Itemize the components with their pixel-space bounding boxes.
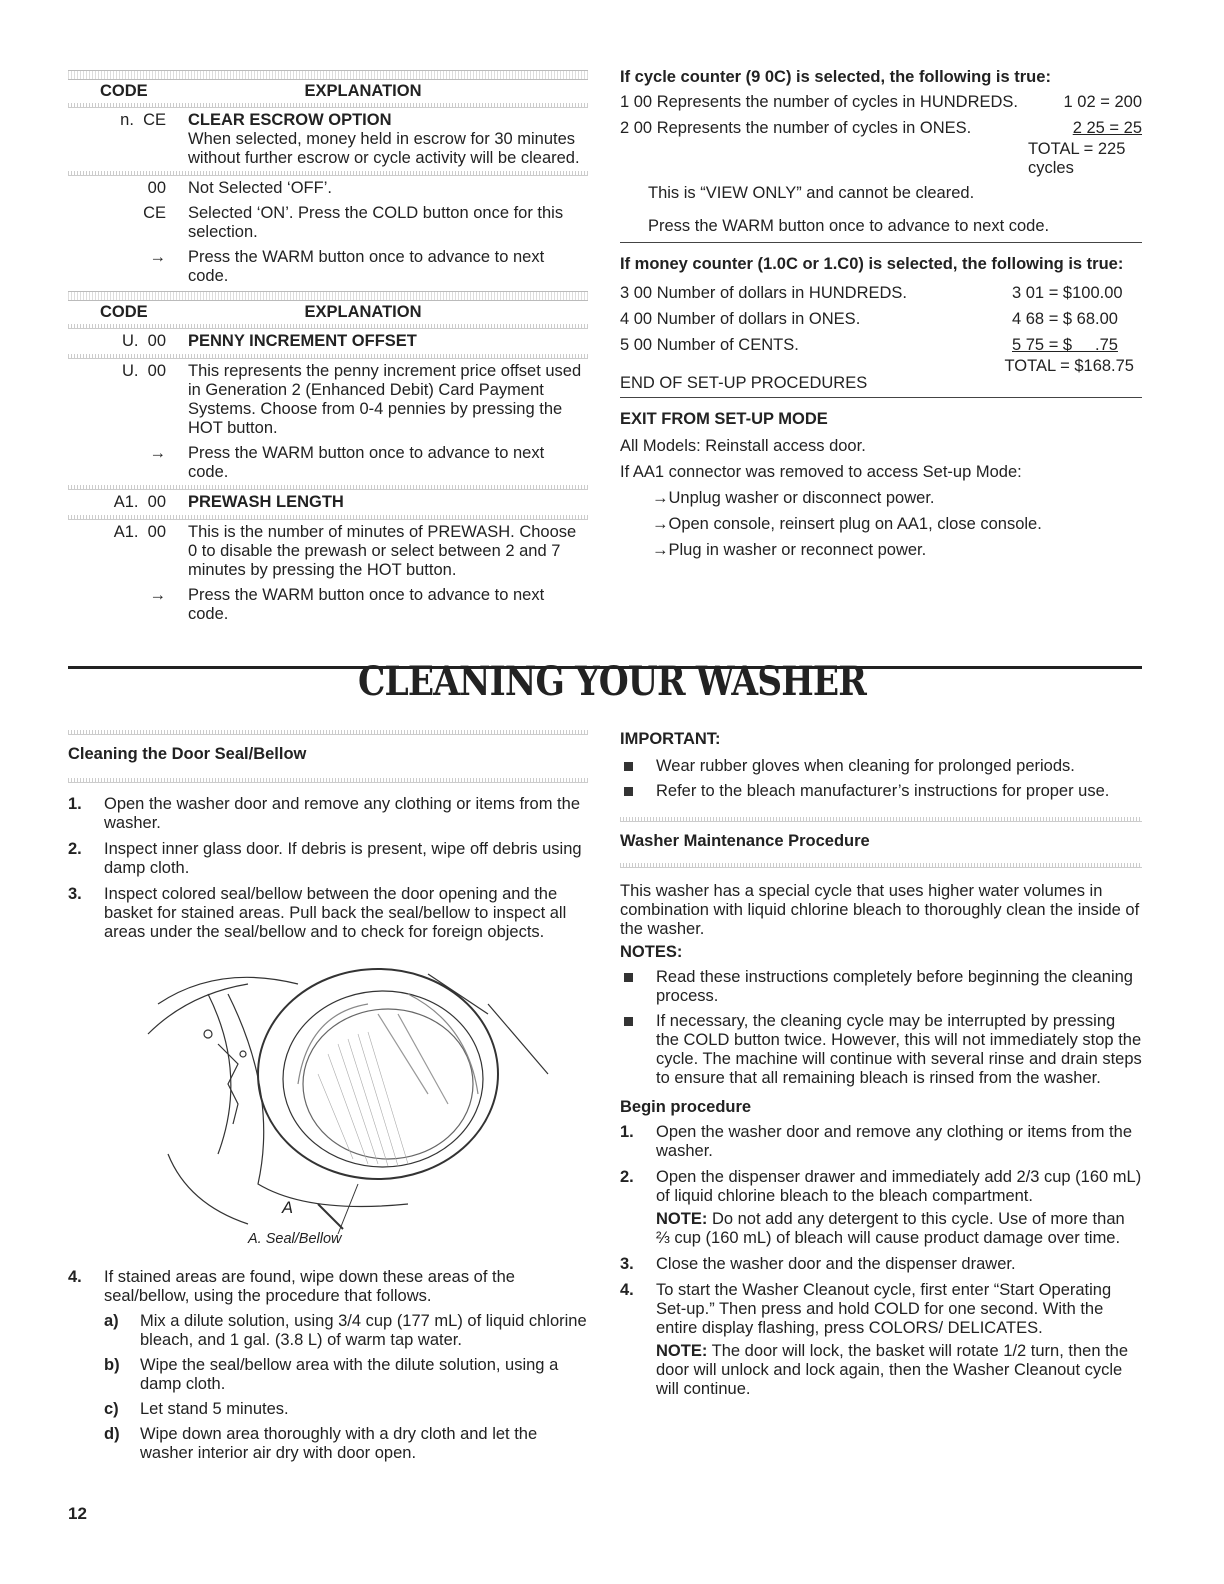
exit-step: →Plug in washer or reconnect power.	[652, 541, 927, 559]
code-cell: CE	[143, 204, 166, 222]
list-item	[620, 968, 1142, 1006]
money-counter-heading: If money counter (1.0C or 1.C0) is selected, the following is true:	[620, 255, 1124, 273]
exit-line-1: All Models: Reinstall access door.	[620, 437, 866, 455]
divider	[620, 397, 1142, 398]
money-line	[620, 310, 1142, 329]
section-title: CLEANING YOUR WASHER	[358, 658, 866, 705]
seal-illustration	[68, 954, 588, 1254]
end-setup: END OF SET-UP PROCEDURES	[620, 374, 868, 392]
arrow-icon: →	[149, 444, 166, 462]
view-only-note: This is “VIEW ONLY” and cannot be cleared.	[648, 184, 975, 202]
code-cell: 00	[147, 179, 166, 197]
list-item	[620, 757, 1142, 776]
bullet-icon	[624, 973, 633, 982]
door-seal-heading: Cleaning the Door Seal/Bellow	[68, 745, 307, 763]
divider	[620, 863, 1142, 868]
code-cell: A1. 00	[113, 523, 166, 541]
exit-step: →Unplug washer or disconnect power.	[652, 489, 935, 507]
table-row	[68, 520, 588, 583]
explanation-cell: This is the number of minutes of PREWASH. Choose 0 to disable the prewash or select between 2 and 7 minutes by pressing the HOT button.	[188, 523, 577, 579]
step-text: If stained areas are found, wipe down these areas of the seal/bellow, using the procedure that follows.	[104, 1268, 515, 1305]
counter-total: TOTAL = 225	[1028, 140, 1126, 158]
sub-step	[104, 1356, 588, 1394]
door-seal-step-4	[68, 1268, 588, 1306]
step-text: Inspect inner glass door. If debris is present, wipe off debris using damp cloth.	[104, 840, 582, 877]
bullet-text: Refer to the bleach manufacturer’s instructions for proper use.	[656, 782, 1110, 800]
money-total: TOTAL = $168.75	[1004, 357, 1134, 375]
header-explanation: EXPLANATION	[304, 303, 422, 321]
list-item	[68, 1268, 588, 1306]
money-line	[620, 284, 1142, 303]
divider	[620, 242, 1142, 243]
step-number: 4.	[68, 1268, 82, 1286]
list-item	[68, 885, 588, 942]
important-heading: IMPORTANT:	[620, 730, 721, 748]
list-item	[620, 782, 1142, 801]
figure-label: A	[282, 1199, 294, 1217]
step-number: 2.	[68, 840, 82, 858]
begin-procedure-heading: Begin procedure	[620, 1098, 752, 1116]
list-item	[620, 1012, 1142, 1088]
step-text: Open the washer door and remove any clothing or items from the washer.	[656, 1123, 1132, 1160]
bullet-icon	[624, 787, 633, 796]
table-rule	[68, 291, 588, 301]
notes-heading: NOTES:	[620, 943, 683, 961]
bullet-text: Wear rubber gloves when cleaning for prolonged periods.	[656, 757, 1075, 775]
step-number: 2.	[620, 1168, 634, 1186]
note-block	[656, 1210, 1142, 1248]
note-label: NOTE:	[656, 1342, 708, 1360]
bullet-text: If necessary, the cleaning cycle may be interrupted by pressing the COLD button twice. However, this will not immediately stop the cycle. The machine will continue with several rinse and drain steps to ensure that all remaining bleach is rinsed from the washer.	[656, 1012, 1142, 1087]
counter-line	[620, 93, 1142, 112]
sub-step-text: Wipe the seal/bellow area with the dilute solution, using a damp cloth.	[140, 1356, 559, 1393]
money-line	[620, 336, 1142, 355]
arrow-icon: →	[149, 586, 166, 604]
money-label: 3 00 Number of dollars in HUNDREDS.	[620, 284, 908, 302]
table-row	[68, 108, 588, 171]
sub-step-text: Mix a dilute solution, using 3/4 cup (177 mL) of liquid chlorine bleach, and 1 gal. (3.8 L) of warm tap water.	[140, 1312, 587, 1349]
header-explanation: EXPLANATION	[304, 82, 422, 100]
list-item	[620, 1255, 1142, 1274]
exit-step: →Open console, reinsert plug on AA1, close console.	[652, 515, 1042, 533]
sub-step	[104, 1312, 588, 1350]
divider	[68, 778, 588, 783]
maintenance-section	[620, 730, 1142, 1406]
money-label: 4 00 Number of dollars in ONES.	[620, 310, 861, 328]
counter-section	[620, 68, 1142, 567]
list-item	[620, 1281, 1142, 1338]
bullet-text: Read these instructions completely before beginning the cleaning process.	[656, 968, 1133, 1005]
option-title: PREWASH LENGTH	[188, 493, 344, 511]
table-rule	[68, 70, 588, 80]
table-row	[68, 176, 588, 201]
exit-line-2: If AA1 connector was removed to access Set-up Mode:	[620, 463, 1022, 481]
table-header	[68, 80, 588, 103]
explanation-cell	[188, 111, 588, 168]
step-number: 1.	[620, 1123, 634, 1141]
money-value: 3 01 = $100.00	[1012, 284, 1123, 302]
exit-heading: EXIT FROM SET-UP MODE	[620, 410, 828, 428]
figure-caption: A. Seal/Bellow	[248, 1231, 342, 1247]
list-item	[68, 795, 588, 833]
sub-step-text: Wipe down area thoroughly with a dry cloth and let the washer interior air dry with door open.	[140, 1425, 538, 1462]
sub-step-letter: d)	[104, 1425, 120, 1443]
table-row	[68, 583, 588, 627]
step-number: 3.	[620, 1255, 634, 1273]
header-code: CODE	[100, 303, 148, 321]
note-block	[656, 1342, 1142, 1399]
counter-line	[620, 119, 1142, 138]
list-item	[620, 1123, 1142, 1161]
step-text: Open the washer door and remove any clothing or items from the washer.	[104, 795, 580, 832]
step-number: 4.	[620, 1281, 634, 1299]
procedure-steps	[620, 1255, 1142, 1338]
code-cell: A1. 00	[113, 493, 166, 511]
table-row	[68, 201, 588, 245]
explanation-cell: This represents the penny increment price offset used in Generation 2 (Enhanced Debit) Card Payment Systems. Choose from 0-4 pennies by pressing the HOT button.	[188, 362, 582, 437]
bullet-icon	[624, 762, 633, 771]
step-text: Inspect colored seal/bellow between the door opening and the basket for stained areas. Pull back the seal/bellow to inspect all areas under the seal/bellow and to check for foreign objects.	[104, 885, 567, 941]
money-label: 5 00 Number of CENTS.	[620, 336, 799, 354]
sub-step-text: Let stand 5 minutes.	[140, 1400, 289, 1418]
explanation-cell: Press the WARM button once to advance to next code.	[188, 586, 545, 623]
explanation-cell: Not Selected ‘OFF’.	[188, 179, 332, 197]
table-row	[68, 441, 588, 485]
maintenance-intro: This washer has a special cycle that uses higher water volumes in combination with liquid chlorine bleach to thoroughly clean the inside of the washer.	[620, 882, 1140, 938]
cycle-counter-heading: If cycle counter (9 0C) is selected, the following is true:	[620, 68, 1051, 86]
divider	[620, 817, 1142, 822]
step-number: 3.	[68, 885, 82, 903]
counter-total-unit: cycles	[1028, 159, 1074, 177]
note-label: NOTE:	[656, 1210, 708, 1228]
door-seal-steps	[68, 795, 588, 942]
money-value: 5 75 = $ .75	[1012, 336, 1118, 354]
sub-step-letter: a)	[104, 1312, 119, 1330]
page-number: 12	[68, 1504, 87, 1523]
step-number: 1.	[68, 795, 82, 813]
counter-label: 1 00 Represents the number of cycles in HUNDREDS.	[620, 93, 1018, 111]
code-cell: U. 00	[121, 332, 166, 350]
procedure-steps	[620, 1123, 1142, 1206]
sub-step	[104, 1400, 588, 1419]
code-table-1	[68, 70, 588, 627]
list-item	[68, 840, 588, 878]
step-text: Open the dispenser drawer and immediately add 2/3 cup (160 mL) of liquid chlorine bleach to the bleach compartment.	[656, 1168, 1142, 1205]
option-title: CLEAR ESCROW OPTION	[188, 111, 392, 129]
step-text: To start the Washer Cleanout cycle, first enter “Start Operating Set-up.” Then press and hold COLD for one second. With the entire display flashing, press COLORS/ DELICATES.	[656, 1281, 1112, 1337]
sub-step-letter: c)	[104, 1400, 119, 1418]
option-title: PENNY INCREMENT OFFSET	[188, 332, 417, 350]
counter-value: 1 02 = 200	[1063, 93, 1142, 111]
table-row	[68, 359, 588, 441]
table-row	[68, 490, 588, 515]
advance-note: Press the WARM button once to advance to next code.	[648, 217, 1050, 235]
note-text: The door will lock, the basket will rotate 1/2 turn, then the door will unlock and lock again, then the Washer Cleanout cycle will continue.	[656, 1342, 1129, 1398]
code-cell: U. 00	[121, 362, 166, 380]
note-text: Do not add any detergent to this cycle. Use of more than ⅔ cup (160 mL) of bleach will cause product damage over time.	[656, 1210, 1125, 1247]
counter-value: 2 25 = 25	[1072, 119, 1142, 137]
table-row	[68, 245, 588, 289]
door-seal-section	[68, 730, 588, 1469]
divider	[68, 730, 588, 735]
code-cell: n. CE	[120, 111, 166, 129]
washer-door-illustration	[68, 954, 588, 1254]
sub-step	[104, 1425, 588, 1463]
arrow-icon: →	[149, 248, 166, 266]
header-code: CODE	[100, 82, 148, 100]
table-row	[68, 329, 588, 354]
option-text: When selected, money held in escrow for 30 minutes without further escrow or cycle activity will be cleared.	[188, 130, 580, 167]
counter-total-block	[620, 140, 1142, 178]
sub-step-letter: b)	[104, 1356, 120, 1374]
counter-label: 2 00 Represents the number of cycles in ONES.	[620, 119, 972, 137]
table-header	[68, 301, 588, 324]
bullet-icon	[624, 1017, 633, 1026]
maintenance-heading: Washer Maintenance Procedure	[620, 832, 870, 850]
explanation-cell: Press the WARM button once to advance to next code.	[188, 444, 545, 481]
explanation-cell: Selected ‘ON’. Press the COLD button once for this selection.	[188, 204, 564, 241]
list-item	[620, 1168, 1142, 1206]
explanation-cell: Press the WARM button once to advance to next code.	[188, 248, 545, 285]
step-text: Close the washer door and the dispenser drawer.	[656, 1255, 1016, 1273]
money-value: 4 68 = $ 68.00	[1012, 310, 1118, 328]
